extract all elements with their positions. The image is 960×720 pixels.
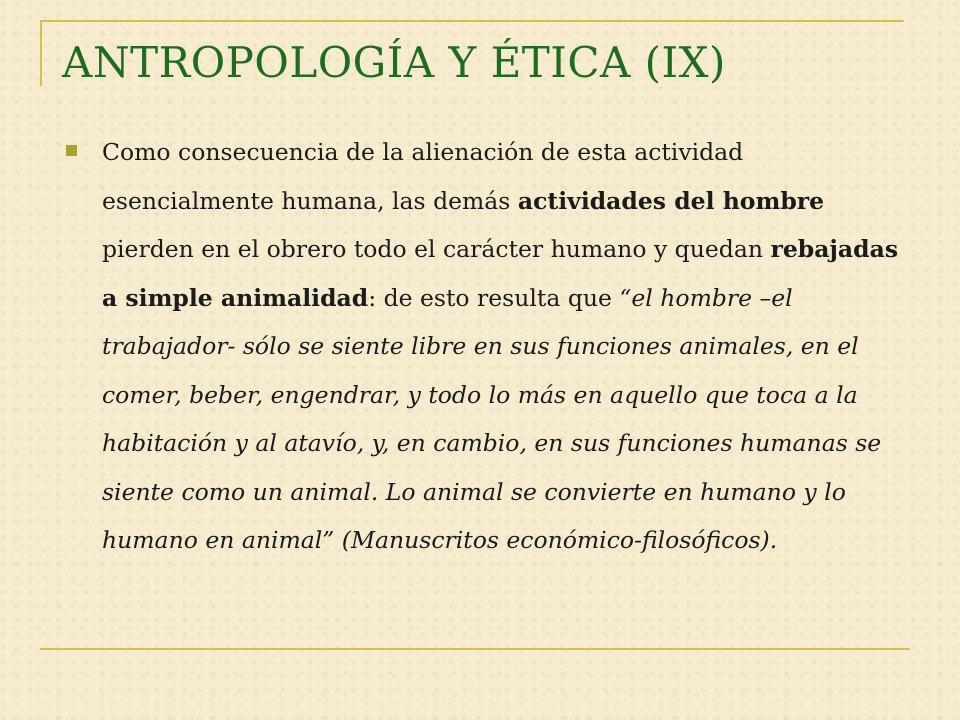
slide-body (62, 128, 912, 565)
paragraph-text-1: Como consecuencia de la alienación de esta actividad esencialmente humana, las demás (102, 138, 744, 215)
quotation: “el hombre –el trabajador- sólo se siente libre en sus funciones animales, en el comer, beber, engendrar, y todo lo más en aquello que toca a la habitación y al atavío, y, en cambio, en sus funciones humanas se siente como un animal. Lo animal se convierte en humano y lo humano en animal” (Manuscritos económico-filosóficos). (102, 283, 882, 554)
bullet-paragraph (102, 128, 902, 565)
bold-phrase-animality: rebajadas a simple animalidad (102, 235, 899, 312)
left-rule (40, 20, 42, 86)
bottom-rule (40, 648, 910, 650)
bullet-square-icon (66, 145, 77, 156)
paragraph-text-3: : de esto resulta que (368, 283, 620, 312)
slide-title: ANTROPOLOGÍA Y ÉTICA (IX) (62, 38, 726, 87)
paragraph-text-2: pierden en el obrero todo el carácter humano y quedan (102, 235, 771, 263)
bold-phrase-activities: actividades del hombre (517, 186, 825, 215)
top-rule (40, 20, 904, 22)
